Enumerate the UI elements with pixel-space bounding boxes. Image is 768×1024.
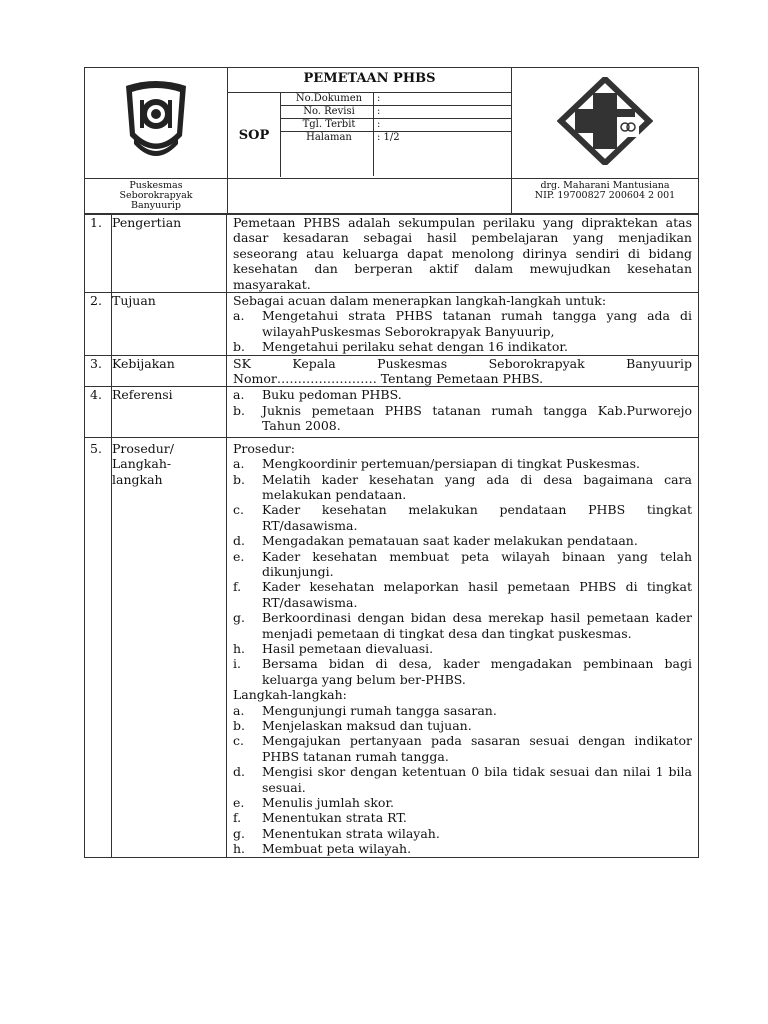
list-bullet: g. — [233, 825, 245, 841]
list-text: Mengetahui perilaku sehat dengan 16 indikator. — [262, 339, 568, 355]
list-bullet: a. — [233, 702, 245, 718]
section-label: Prosedur/ Langkah-langkah — [112, 437, 227, 857]
regency-emblem-icon — [120, 78, 192, 164]
list-bullet: h. — [233, 640, 246, 656]
section-number: 4. — [85, 387, 112, 437]
policy-line: SK Kepala Puskesmas Seborokrapyak Banyuurip — [233, 355, 692, 371]
section-label: Tujuan — [112, 293, 227, 356]
title-block — [228, 68, 512, 179]
list-bullet: c. — [233, 502, 244, 518]
list-bullet: c. — [233, 733, 244, 749]
list-item — [233, 703, 692, 718]
list-text: Juknis pemetaan PHBS tatanan rumah tangga Kab.Purworejo Tahun 2008. — [262, 402, 692, 434]
list-bullet: b. — [233, 339, 245, 355]
list-item — [233, 339, 692, 354]
section-content: Pemetaan PHBS adalah sekumpulan perilaku yang dipraktekan atas dasar kesadaran sebagai hasil pembelajaran yang menjadikan seseorang atau keluarga dapat menolong dirinya sendiri di bidang kesehatan dan berperan aktif dalam mewujudkan kesehatan masyarakat. — [227, 215, 699, 293]
list-bullet: i. — [233, 656, 241, 672]
section-intro: Sebagai acuan dalam menerapkan langkah-langkah untuk: — [233, 293, 607, 309]
organization-name — [85, 179, 228, 214]
meta-value: : — [377, 93, 381, 104]
section-label: Kebijakan — [112, 355, 227, 387]
section-number: 1. — [85, 215, 112, 293]
list-bullet: b. — [233, 718, 245, 733]
section-row — [85, 293, 699, 356]
document-title: PEMETAAN PHBS — [228, 69, 511, 93]
list-item — [233, 810, 692, 825]
section-content — [227, 437, 699, 857]
list-item — [233, 795, 692, 810]
list-bullet: g. — [233, 610, 245, 626]
list-bullet: a. — [233, 308, 245, 324]
signer-block — [512, 179, 699, 214]
list-text: Kader kesehatan melakukan pendataan PHBS tingkat RT/dasawisma. — [262, 502, 692, 533]
org-line: Banyuurip — [130, 200, 182, 211]
section-row — [85, 355, 699, 387]
list-item — [233, 764, 692, 795]
section-label: Referensi — [112, 387, 227, 437]
section-content — [227, 293, 699, 356]
signer-name: drg. Maharani Mantusiana — [540, 180, 670, 191]
list-bullet: f. — [233, 579, 242, 595]
sop-document — [84, 67, 699, 858]
section-row — [85, 215, 699, 293]
section-content — [227, 355, 699, 387]
meta-key: Tgl. Terbit — [281, 119, 374, 131]
procedure-table — [84, 214, 699, 858]
list-bullet: e. — [233, 795, 245, 811]
list-bullet: d. — [233, 764, 245, 780]
list-bullet: f. — [233, 810, 242, 826]
list-item — [233, 549, 692, 580]
list-text: Mengunjungi rumah tangga sasaran. — [262, 702, 497, 718]
puskesmas-logo-cell — [512, 68, 699, 179]
list-item — [233, 718, 692, 733]
list-text: Menentukan strata RT. — [262, 810, 407, 826]
list-item — [233, 456, 692, 471]
section-number: 3. — [85, 355, 112, 387]
list-text: Melatih kader kesehatan yang ada di desa bagaimana cara melakukan pendataan. — [262, 471, 692, 502]
list-bullet: e. — [233, 548, 245, 564]
list-item — [233, 502, 692, 533]
section-number: 5. — [85, 437, 112, 857]
list-item — [233, 403, 692, 434]
list-item — [233, 308, 692, 339]
meta-value: : 1/2 — [377, 132, 400, 143]
org-line: Puskesmas — [129, 180, 183, 191]
list-text: Hasil pemetaan dievaluasi. — [262, 640, 434, 656]
list-text: Kader kesehatan membuat peta wilayah binaan yang telah dikunjungi. — [262, 548, 692, 579]
list-text: Membuat peta wilayah. — [262, 841, 412, 857]
prosedur-list — [233, 456, 692, 687]
section-row — [85, 437, 699, 857]
list-item — [233, 533, 692, 548]
list-text: Mengetahui strata PHBS tatanan rumah tangga yang ada di wilayahPuskesmas Seborokrapyak Banyuurip, — [262, 308, 692, 339]
list-bullet: b. — [233, 471, 245, 487]
list-text: Mengadakan pematauan saat kader melakukan pendataan. — [262, 533, 638, 549]
list-item — [233, 472, 692, 503]
list-item — [233, 841, 692, 856]
list-bullet: d. — [233, 533, 245, 549]
meta-key: Halaman — [281, 132, 374, 176]
list-text: Buku pedoman PHBS. — [262, 387, 402, 403]
document-meta — [281, 93, 511, 177]
list-bullet: a. — [233, 387, 245, 403]
section-row — [85, 387, 699, 437]
subsection-title: Langkah-langkah: — [233, 687, 347, 703]
list-text: Mengkoordinir pertemuan/persiapan di tingkat Puskesmas. — [262, 456, 641, 472]
section-number: 2. — [85, 293, 112, 356]
puskesmas-cross-icon — [557, 77, 653, 165]
list-item — [233, 656, 692, 687]
list-text: Menentukan strata wilayah. — [262, 825, 440, 841]
meta-value: : — [377, 119, 381, 130]
meta-value: : — [377, 106, 381, 117]
signature-space — [228, 179, 512, 214]
list-item — [233, 733, 692, 764]
list-text: Mengisi skor dengan ketentuan 0 bila tidak sesuai dan nilai 1 bila sesuai. — [262, 764, 692, 795]
list-text: Bersama bidan di desa, kader mengadakan pembinaan bagi keluarga yang belum ber-PHBS. — [262, 656, 692, 687]
list-item — [233, 826, 692, 841]
list-text: Menulis jumlah skor. — [262, 795, 395, 811]
sop-label: SOP — [228, 93, 281, 177]
list-item — [233, 387, 692, 402]
list-text: Berkoordinasi dengan bidan desa merekap hasil pemetaan kader menjadi pemetaan di tingkat desa dan tingkat puskesmas. — [262, 610, 692, 641]
list-item — [233, 641, 692, 656]
section-content — [227, 387, 699, 437]
header-table — [84, 67, 699, 214]
meta-key: No. Revisi — [281, 106, 374, 118]
subsection-title: Prosedur: — [233, 440, 295, 456]
list-item — [233, 579, 692, 610]
policy-line: Nomor…………………… Tentang Pemetaan PHBS. — [233, 371, 544, 387]
signer-nip: NIP. 19700827 200604 2 001 — [534, 190, 676, 201]
list-text: Menjelaskan maksud dan tujuan. — [262, 718, 472, 733]
list-text: Kader kesehatan melaporkan hasil pemetaan PHBS di tingkat RT/dasawisma. — [262, 579, 692, 610]
list-text: Mengajukan pertanyaan pada sasaran sesuai dengan indikator PHBS tatanan rumah tangga. — [262, 733, 692, 764]
langkah-list — [233, 703, 692, 857]
regency-logo-cell — [85, 68, 228, 179]
list-bullet: a. — [233, 456, 245, 472]
list-bullet: h. — [233, 841, 246, 857]
org-line: Seborokrapyak — [119, 190, 193, 201]
list-item — [233, 610, 692, 641]
list-bullet: b. — [233, 402, 245, 418]
meta-key: No.Dokumen — [281, 93, 374, 105]
section-label: Pengertian — [112, 215, 227, 293]
